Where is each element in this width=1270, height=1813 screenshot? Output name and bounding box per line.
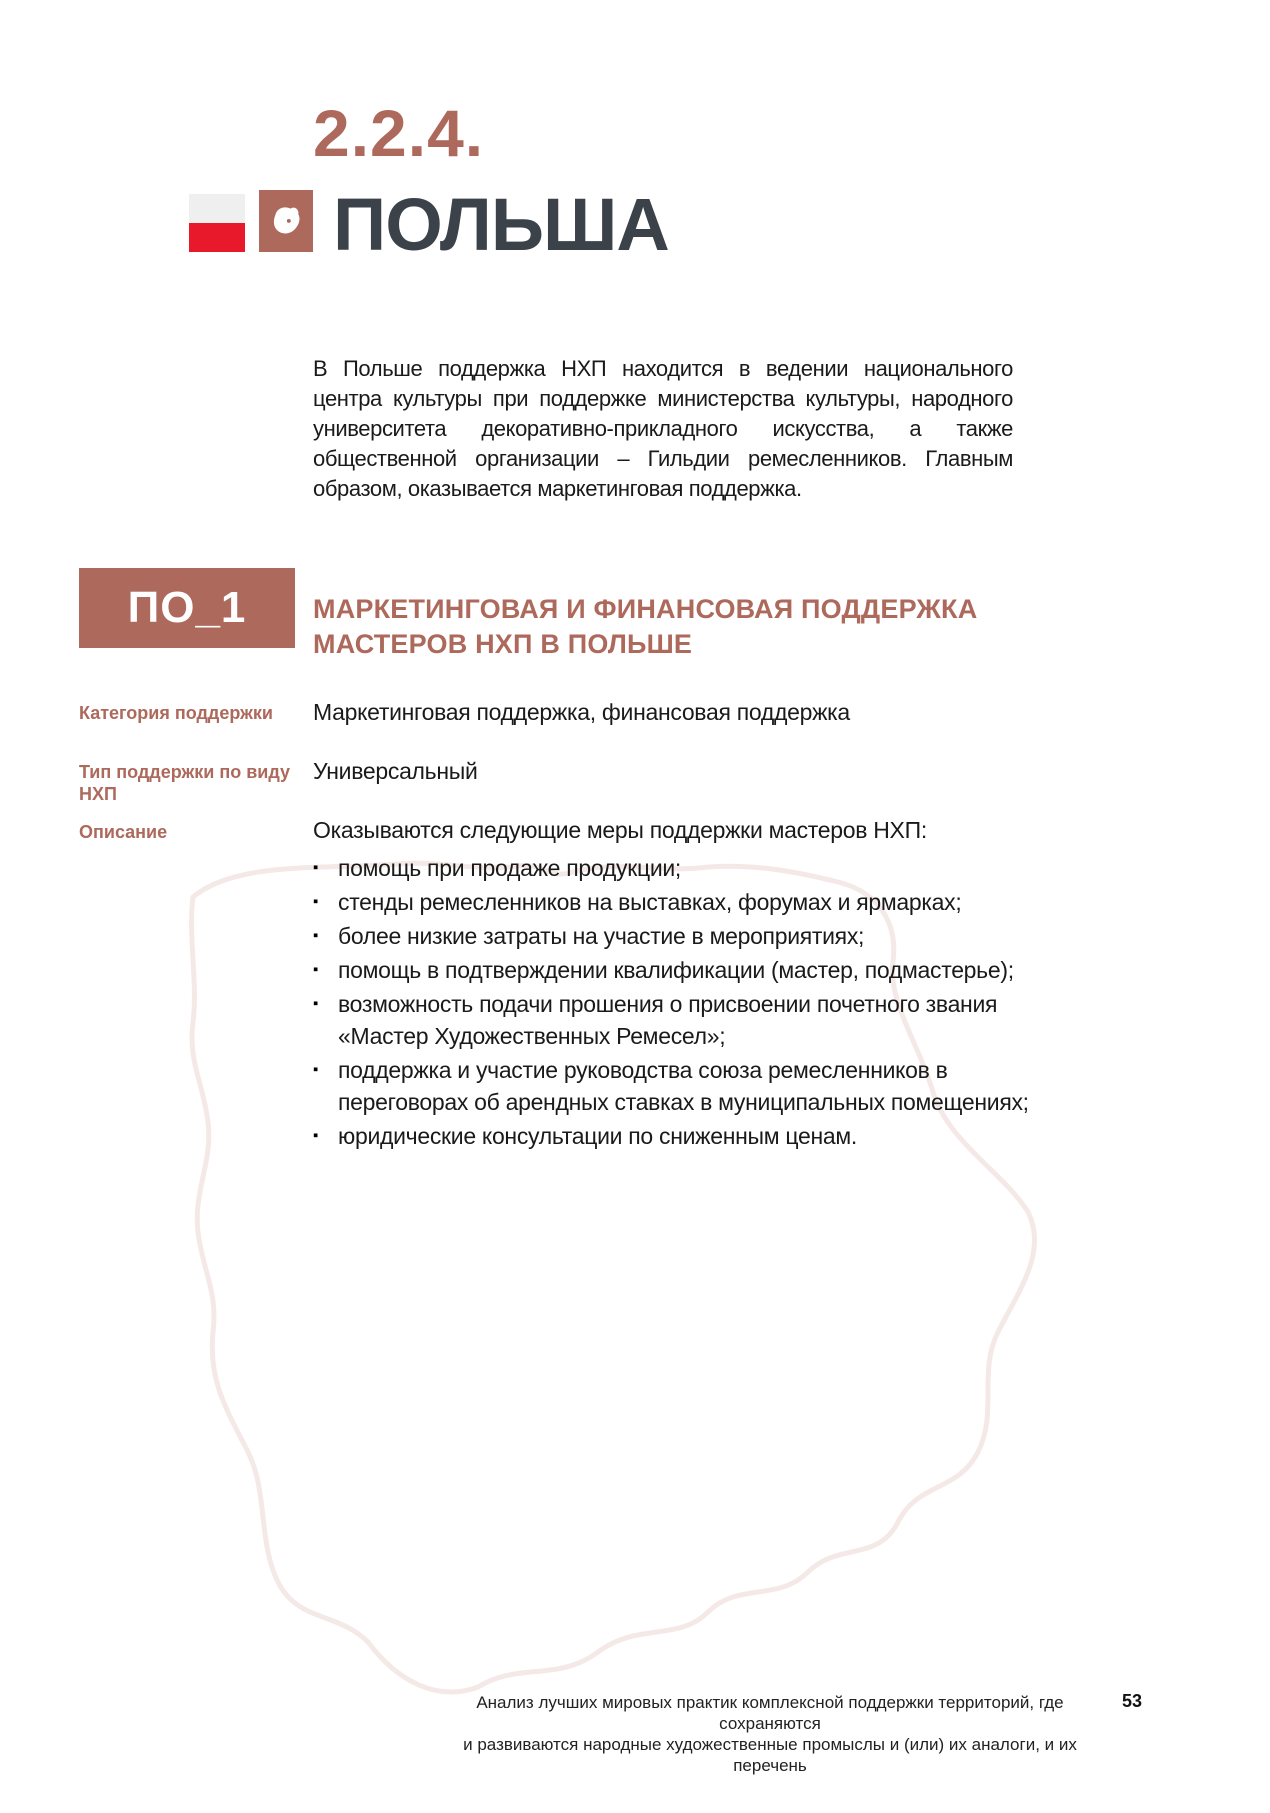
- bullet-square-icon: [313, 988, 323, 1052]
- bullet-square-icon: [313, 886, 323, 918]
- footer-line-1: Анализ лучших мировых практик комплексной поддержки территорий, где сохраняются: [476, 1693, 1064, 1733]
- footer-line-2: и развиваются народные художественные промыслы и (или) их аналоги, и их перечень: [463, 1735, 1077, 1775]
- list-item-text: более низкие затраты на участие в мероприятиях;: [338, 923, 865, 949]
- bullet-square-icon: [313, 1054, 323, 1118]
- list-item-text: помощь в подтверждении квалификации (мастер, подмастерье);: [338, 957, 1014, 983]
- page-number: 53: [1122, 1691, 1143, 1711]
- row-label-type: Тип поддержки по виду НХП: [79, 762, 290, 804]
- bullet-square-icon: [313, 852, 323, 884]
- description-lead: Оказываются следующие меры поддержки мастеров НХП:: [313, 817, 927, 843]
- support-measures-list: [313, 852, 1035, 1152]
- row-label-category: Категория поддержки: [79, 703, 273, 723]
- row-value-category: Маркетинговая поддержка, финансовая поддержка: [313, 699, 850, 725]
- list-item: [313, 920, 1035, 952]
- list-item-text: юридические консультации по сниженным ценам.: [338, 1123, 857, 1149]
- list-item: [313, 1054, 1035, 1118]
- poland-silhouette-icon: [267, 202, 305, 240]
- list-item-text: стенды ремесленников на выставках, форумах и ярмарках;: [338, 889, 962, 915]
- description-block: [313, 814, 1035, 1152]
- measure-code-badge: ПО_1: [79, 568, 295, 648]
- intro-paragraph: В Польше поддержка НХП находится в ведении национального центра культуры при поддержке министерства культуры, народного университета декоративно-прикладного искусства, а также общественной организации – Гильдии ремесленников. Главным образом, оказывается маркетинговая поддержка.: [313, 356, 1013, 501]
- row-value-type: Универсальный: [313, 758, 478, 784]
- poland-map-icon: [259, 190, 313, 252]
- list-item: [313, 852, 1035, 884]
- flag-white-stripe: [189, 194, 245, 223]
- poland-flag-icon: [189, 194, 245, 252]
- bullet-square-icon: [313, 1120, 323, 1152]
- bullet-square-icon: [313, 954, 323, 986]
- flag-red-stripe: [189, 223, 245, 252]
- country-header: [189, 183, 669, 266]
- list-item: [313, 886, 1035, 918]
- list-item-text: поддержка и участие руководства союза ремесленников в переговорах об арендных ставках в муниципальных помещениях;: [338, 1057, 1029, 1115]
- footer-caption: [450, 1692, 1090, 1776]
- list-item-text: возможность подачи прошения о присвоении почетного звания «Мастер Художественных Ремесел»;: [338, 991, 998, 1049]
- section-number: 2.2.4.: [313, 96, 485, 170]
- country-title: ПОЛЬША: [333, 183, 669, 266]
- list-item: [313, 988, 1035, 1052]
- list-item: [313, 954, 1035, 986]
- row-label-description: Описание: [79, 822, 168, 842]
- list-item: [313, 1120, 1035, 1152]
- measure-heading: МАРКЕТИНГОВАЯ И ФИНАНСОВАЯ ПОДДЕРЖКА МАСТЕРОВ НХП В ПОЛЬШЕ: [313, 594, 978, 659]
- list-item-text: помощь при продаже продукции;: [338, 855, 682, 881]
- bullet-square-icon: [313, 920, 323, 952]
